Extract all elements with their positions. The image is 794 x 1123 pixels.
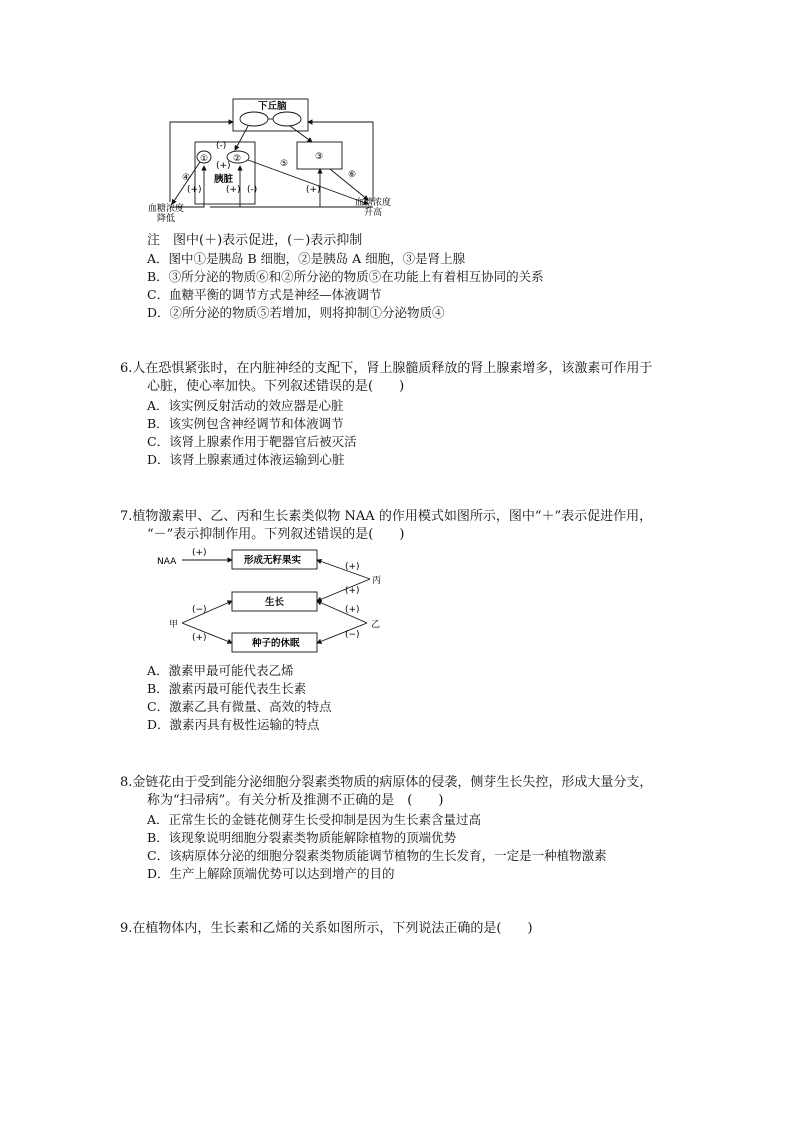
q6-option-d: D．该肾上腺素通过体液运输到心脏 xyxy=(147,452,345,467)
label-jia-minus: (−) xyxy=(192,605,207,615)
q5-option-b: B．③所分泌的物质⑥和②所分泌的物质⑤在功能上有着相互协同的关系 xyxy=(147,269,544,284)
label-n5: ⑤ xyxy=(280,159,289,169)
label-jia: 甲 xyxy=(169,620,179,630)
label-growth: 生长 xyxy=(265,597,285,608)
label-yi: 乙 xyxy=(371,620,381,630)
label-bing-plus-1: (+) xyxy=(345,562,360,572)
label-yi-minus: (−) xyxy=(345,630,360,640)
figure-note: 注 图中(＋)表示促进，(－)表示抑制 xyxy=(147,233,363,248)
label-plus-left: (+) xyxy=(187,185,202,195)
q8-option-d: D．生产上解除顶端优势可以达到增产的目的 xyxy=(147,866,395,881)
q7-option-a: A．激素甲最可能代表乙烯 xyxy=(147,663,294,678)
label-plus-inner: (+) xyxy=(216,161,231,171)
q6-option-b: B．该实例包含神经调节和体液调节 xyxy=(147,416,344,431)
label-minus-small: (-) xyxy=(216,141,227,151)
label-naa-plus: (+) xyxy=(192,548,207,558)
q7-option-d: D．激素丙具有极性运输的特点 xyxy=(147,717,320,732)
q7-stem-line1: 7.植物激素甲、乙、丙和生长素类似物 NAA 的作用模式如图所示，图中“＋”表示促进作用， xyxy=(120,509,653,524)
label-seed-dormancy: 种子的休眠 xyxy=(252,638,300,649)
q8-stem-line2: 称为“扫帚病”。有关分析及推测不正确的是 ( ) xyxy=(147,793,444,808)
q6-stem-line1: 6.人在恐惧紧张时，在内脏神经的支配下，肾上腺髓质释放的肾上腺素增多，该激素可作用于 xyxy=(120,361,653,376)
q7-option-b: B．激素丙最可能代表生长素 xyxy=(147,681,307,696)
label-n4: ④ xyxy=(182,173,191,183)
q8-option-b: B．该现象说明细胞分裂素类物质能解除植物的顶端优势 xyxy=(147,830,457,845)
q9-stem-line1: 9.在植物体内，生长素和乙烯的关系如图所示，下列说法正确的是( ) xyxy=(120,921,533,936)
label-naa: NAA xyxy=(157,557,177,567)
q5-option-a: A．图中①是胰岛 B 细胞，②是胰岛 A 细胞，③是肾上腺 xyxy=(147,251,466,266)
pancreas-label: 胰脏 xyxy=(214,174,234,185)
label-minus-mid: (-) xyxy=(247,185,258,195)
q7-stem-line2: “－”表示抑制作用。下列叙述错误的是( ) xyxy=(147,527,405,542)
label-yi-plus: (+) xyxy=(345,605,360,615)
label-bing: 丙 xyxy=(372,576,382,586)
q8-option-c: C．该病原体分泌的细胞分裂素类物质能调节植物的生长发育，一定是一种植物激素 xyxy=(147,848,607,863)
hypothalamus-ellipse-left xyxy=(240,112,268,126)
label-plus-right: (+) xyxy=(306,185,321,195)
glucose-low-label-2: 降低 xyxy=(157,214,176,222)
q7-option-c: C．激素乙具有微量、高效的特点 xyxy=(147,699,332,714)
q6-stem-line2: 心脏，使心率加快。下列叙述错误的是( ) xyxy=(147,379,405,394)
q5-option-c: C．血糖平衡的调节方式是神经—体液调节 xyxy=(147,287,382,302)
label-seedless-fruit: 形成无籽果实 xyxy=(244,555,302,566)
q5-option-d: D．②所分泌的物质⑤若增加，则将抑制①分泌物质④ xyxy=(147,305,445,320)
blood-glucose-diagram xyxy=(140,92,400,222)
q8-option-a: A．正常生长的金链花侧芽生长受抑制是因为生长素含量过高 xyxy=(147,812,482,827)
hypothalamus-label: 下丘脑 xyxy=(258,101,287,112)
label-n1: ① xyxy=(200,154,209,164)
label-jia-plus: (+) xyxy=(192,633,207,643)
q6-option-a: A．该实例反射活动的效应器是心脏 xyxy=(147,398,344,413)
label-plus-mid: (+) xyxy=(226,185,241,195)
q8-stem-line1: 8.金链花由于受到能分泌细胞分裂素类物质的病原体的侵袭，侧芽生长失控，形成大量分支， xyxy=(120,775,653,790)
label-n3: ③ xyxy=(315,152,324,162)
plant-hormone-diagram xyxy=(152,545,402,655)
label-n6: ⑥ xyxy=(348,170,357,180)
hypothalamus-ellipse-right xyxy=(273,112,301,126)
glucose-high-label-1: 血糖浓度 xyxy=(355,198,392,208)
q6-option-c: C．该肾上腺素作用于靶器官后被灭活 xyxy=(147,434,357,449)
glucose-high-label-2: 升高 xyxy=(364,208,383,218)
label-bing-plus-2: (+) xyxy=(345,586,360,596)
label-n2: ② xyxy=(233,154,242,164)
glucose-low-label-1: 血糖浓度 xyxy=(148,204,185,214)
